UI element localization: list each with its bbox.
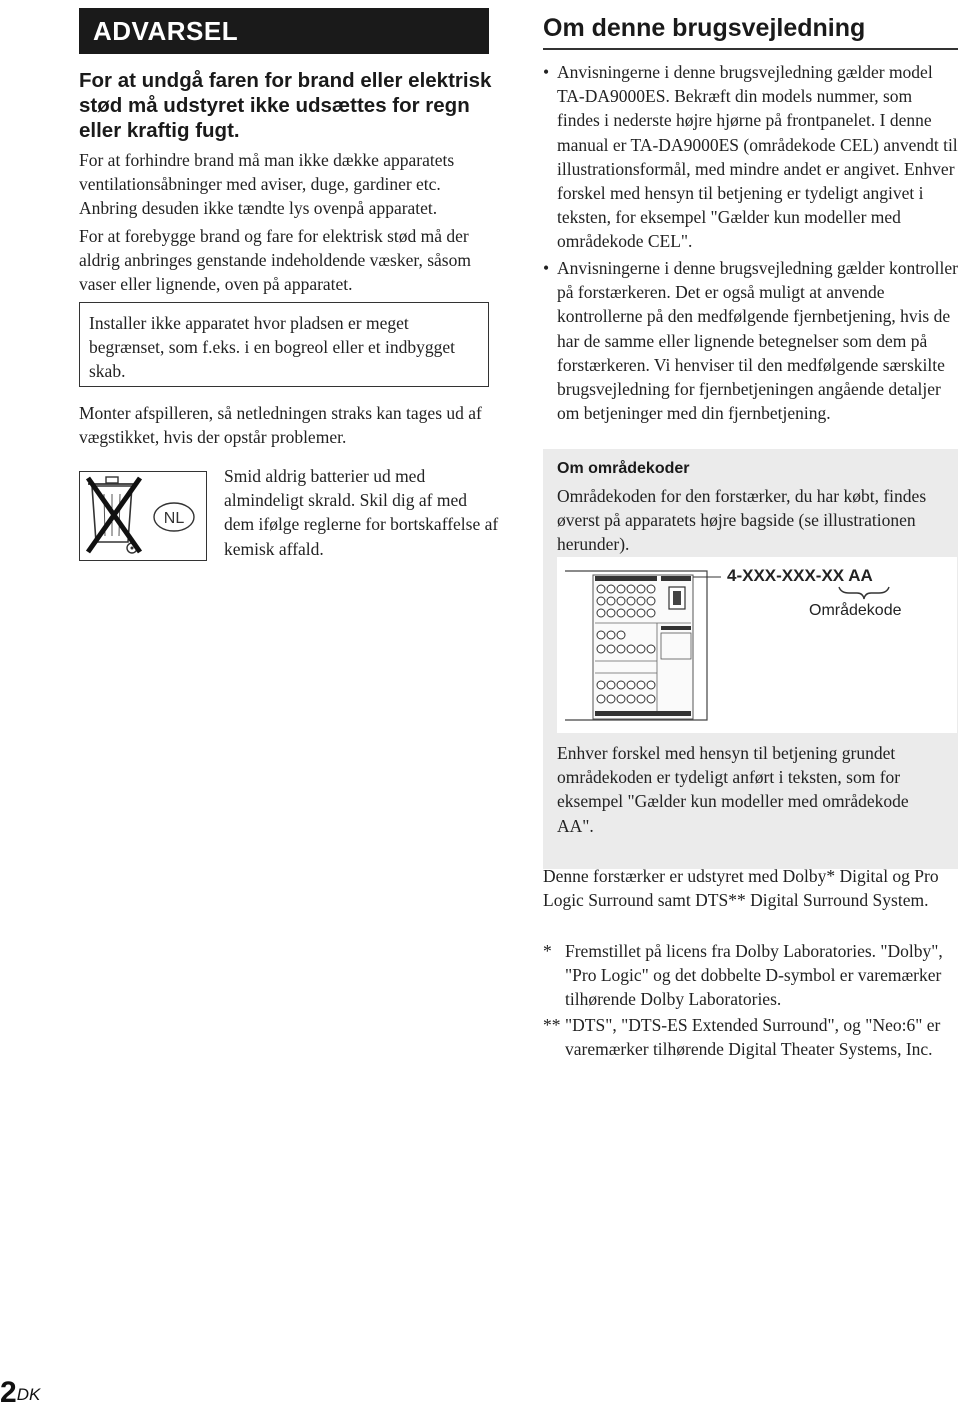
- region-code-label: Områdekode: [809, 602, 902, 619]
- bullet-text: Anvisningerne i denne brugsvejledning gælder kontroller på forstærkeren. Det er også muligt at anvende kontrollerne på den medfølgende fjernbetjening, hvis de har de samme eller lignende betegnelser som dem på forstærkeren. Vi henviser til den medfølgende særskilte brugsvejledning for fjernbetjeningen angående detaljer om betjeninger med din fjernbetjening.: [557, 258, 958, 424]
- dolby-paragraph: Denne forstærker er udstyret med Dolby* Digital og Pro Logic Surround samt DTS** Digital Surround System.: [543, 866, 939, 911]
- region-code-title: Om områdekoder: [557, 460, 690, 477]
- footnote-mark: **: [543, 1015, 561, 1035]
- rear-panel-illustration: [557, 557, 957, 733]
- region-code-paragraph: Områdekoden for den forstærker, du har købt, findes øverst på apparatets højre bagside (se illustrationen herunder).: [557, 486, 927, 555]
- bin-label: NL: [163, 510, 185, 527]
- about-manual-title: Om denne brugsvejledning: [543, 8, 958, 50]
- battery-disposal-symbol: [79, 471, 207, 561]
- footnote-dts: [543, 1013, 958, 1061]
- region-code-sample: 4-XXX-XXX-XX AA: [727, 566, 873, 585]
- install-notice-box: [79, 302, 489, 387]
- page-number: [0, 1376, 40, 1410]
- warning-title: ADVARSEL: [79, 8, 489, 54]
- page-language-suffix: DK: [16, 1385, 41, 1404]
- page-number-digit: 2: [0, 1376, 17, 1409]
- crossed-bin-icon: [80, 472, 205, 559]
- bullet-icon: •: [543, 258, 550, 278]
- warning-bold-text: For at undgå faren for brand eller elektrisk stød må udstyret ikke udsættes for regn eller kraftig fugt.: [79, 69, 492, 142]
- list-item: [543, 256, 958, 425]
- mains-plug-paragraph: Monter afspilleren, så netledningen straks kan tages ud af vægstikket, hvis der opstår problemer.: [79, 403, 482, 448]
- footnote-text: Fremstillet på licens fra Dolby Laboratories. "Dolby", "Pro Logic" og det dobbelte D-symbol er varemærker tilhørende Dolby Laboratories.: [565, 941, 943, 1010]
- footnote-dolby: [543, 939, 958, 1012]
- bullet-icon: •: [543, 62, 550, 82]
- battery-disposal-paragraph: Smid aldrig batterier ud med almindeligt skrald. Skil dig af med dem ifølge reglerne for bortskaffelse af kemisk affald.: [224, 466, 499, 559]
- warning-paragraph-liquids: For at forebygge brand og fare for elektrisk stød må der aldrig anbringes genstande indeholdende væsker, såsom vaser eller lignende, oven på apparatet.: [79, 226, 471, 295]
- region-code-note: Enhver forskel med hensyn til betjening grundet områdekoden er tydeligt anført i teksten, som for eksempel "Gælder kun modeller med områdekode AA".: [557, 743, 909, 836]
- footnote-mark: *: [543, 941, 552, 961]
- bullet-text: Anvisningerne i denne brugsvejledning gælder model TA-DA9000ES. Bekræft din models nummer, som findes i nederste højre hjørne på frontpanelet. I denne manual er TA-DA9000ES (områdekode CEL) anvendt til illustrationsformål, med mindre andet er angivet. Enhver forskel med hensyn til betjening er tydeligt angivet i teksten, for eksempel "Gælder kun modeller med områdekode CEL".: [557, 62, 958, 252]
- list-item: [543, 60, 958, 254]
- rear-panel-drawing: [557, 557, 957, 733]
- footnote-text: "DTS", "DTS-ES Extended Surround", og "Neo:6" er varemærker tilhørende Digital Theater Systems, Inc.: [565, 1015, 941, 1060]
- install-notice-text: Installer ikke apparatet hvor pladsen er meget begrænset, som f.eks. i en bogreol eller et indbygget skab.: [89, 313, 455, 382]
- warning-paragraph-ventilation: For at forhindre brand må man ikke dække apparatets ventilationsåbninger med aviser, duge, gardiner etc. Anbring desuden ikke tændte lys ovenpå apparatet.: [79, 150, 455, 219]
